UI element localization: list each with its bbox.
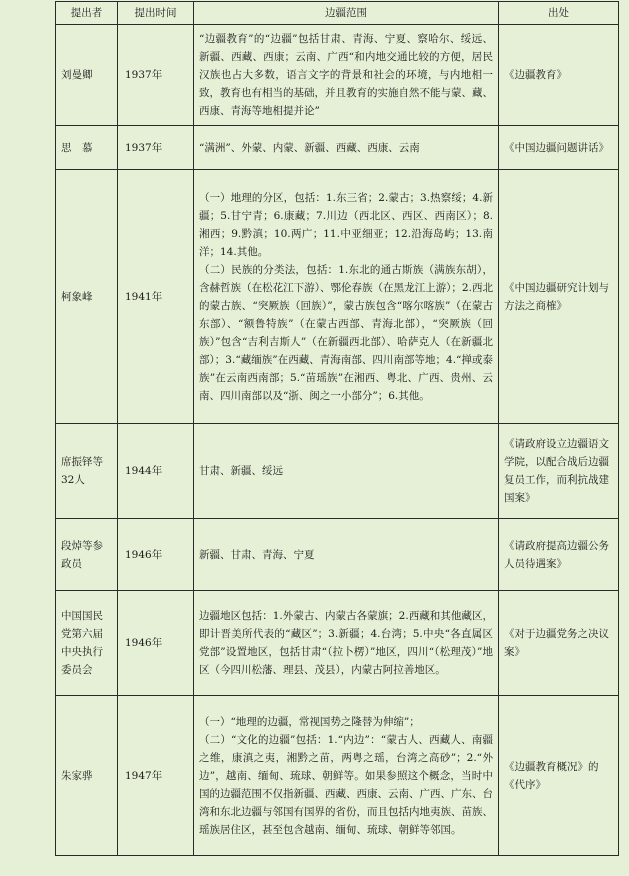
header-scope: 边疆范围	[194, 2, 499, 25]
proposer-cell: 朱家骅	[56, 696, 118, 856]
year-cell: 1944年	[118, 424, 194, 519]
table-row	[56, 126, 619, 170]
source-cell: 《边疆教育概况》的《代序》	[499, 696, 619, 856]
table-header-row	[56, 2, 619, 25]
table-row	[56, 25, 619, 126]
scope-paragraph: “满洲”、外蒙、内蒙、新疆、西藏、西康、云南	[199, 141, 420, 154]
table-row	[56, 519, 619, 591]
scope-paragraph: （二）民族的分类法，包括：1.东北的通古斯族（满族东胡），含赫哲族（在松花江下游）、鄂伦春族（在黑龙江上游）；2.西北的蒙古族、“突厥族（回族）”，蒙古族包含“喀尔喀族”（在蒙古东部）、“额鲁特族”（在蒙古西部、青海北部），“突厥族（回族）”包含“吉利吉斯人”（在新疆西北部）、哈萨克人（在新疆北部）；3.“藏缅族”在西藏、青海南部、四川南部等地；4.“掸或泰族”在云南西南部；5.“苗瑶族”在湘西、粤北、广西、贵州、云南、四川南部以及“浙、闽之一小部分”；6.其他。	[199, 263, 493, 402]
table-row	[56, 591, 619, 696]
table-row	[56, 170, 619, 424]
source-cell: 《请政府设立边疆语文学院，以配合战后边疆复员工作，而利抗战建国案》	[499, 424, 619, 519]
proposer-cell: 柯象峰	[56, 170, 118, 424]
proposer-cell: 中国国民党第六届中央执行委员会	[56, 591, 118, 696]
source-cell: 《对于边疆党务之决议案》	[499, 591, 619, 696]
year-cell: 1946年	[118, 519, 194, 591]
proposer-cell: 刘曼卿	[56, 25, 118, 126]
table-row	[56, 424, 619, 519]
scope-cell	[194, 25, 499, 126]
year-cell: 1937年	[118, 25, 194, 126]
year-cell: 1947年	[118, 696, 194, 856]
header-source: 出处	[499, 2, 619, 25]
proposer-cell: 段焯等参政员	[56, 519, 118, 591]
header-proposer: 提出者	[56, 2, 118, 25]
scope-paragraph: （二）“文化的边疆”包括：1.“内边”：“蒙古人、西藏人、南疆之维，康滇之夷，湘黔之苗，两粤之瑶，台湾之高砂”；2.“外边”，越南、缅甸、琉球、朝鲜等。如果参照这个概念，当时中国的边疆范围不仅指新疆、西藏、西康、云南、广西、广东、台湾和东北边疆与邻国有国界的省份，而且包括内地夷族、苗族、瑶族居住区，甚至包含越南、缅甸、琉球、朝鲜等邻国。	[199, 733, 493, 836]
scope-cell	[194, 424, 499, 519]
source-cell: 《边疆教育》	[499, 25, 619, 126]
scope-cell	[194, 519, 499, 591]
year-cell: 1941年	[118, 170, 194, 424]
scope-cell	[194, 126, 499, 170]
year-cell: 1946年	[118, 591, 194, 696]
proposer-cell: 思 慕	[56, 126, 118, 170]
scope-cell	[194, 696, 499, 856]
scope-paragraph: （一）地理的分区，包括：1.东三省；2.蒙古；3.热察绥；4.新疆；5.甘宁青；6.康藏；7.川边（西北区、西区、西南区）；8.湘西；9.黔滇；10.两广；11.中亚细亚；12.沿海岛屿；13.南洋；14.其他。	[199, 191, 493, 258]
frontier-scope-table	[55, 1, 619, 856]
scope-paragraph: “边疆教育”的“边疆”包括甘肃、青海、宁夏、察哈尔、绥远、新疆、西藏、西康；云南、广西“和内地交通比较的方便，居民汉族也占大多数，语言文字的背景和社会的环境，与内地相一致，教育也有相当的基础，并且教育的实施自然不能与蒙、藏、西康、青海等地相提并论”	[199, 33, 493, 117]
source-cell: 《中国边疆研究计划与方法之商榷》	[499, 170, 619, 424]
source-cell: 《中国边疆问题讲话》	[499, 126, 619, 170]
year-cell: 1937年	[118, 126, 194, 170]
scope-cell	[194, 591, 499, 696]
scope-paragraph: 甘肃、新疆、绥远	[199, 465, 283, 477]
proposer-cell: 席振铎等32人	[56, 424, 118, 519]
scope-cell	[194, 170, 499, 424]
scope-paragraph: 边疆地区包括：1.外蒙古、内蒙古各蒙旗；2.西藏和其他藏区，即计晋美所代表的“藏区”；3.新疆；4.台湾；5.中央“各直属区党部”设置地区，包括甘肃“（拉卜楞）”地区，四川“（松理茂）”地区（今四川松藩、理县、茂县），内蒙古阿拉善地区。	[199, 610, 493, 676]
scope-paragraph: （一）“地理的边疆，常视国势之隆替为伸缩”；	[199, 715, 420, 728]
header-year: 提出时间	[118, 2, 194, 25]
scope-paragraph: 新疆、甘肃、青海、宁夏	[199, 548, 315, 561]
table-row	[56, 696, 619, 856]
source-cell: 《请政府提高边疆公务人员待遇案》	[499, 519, 619, 591]
